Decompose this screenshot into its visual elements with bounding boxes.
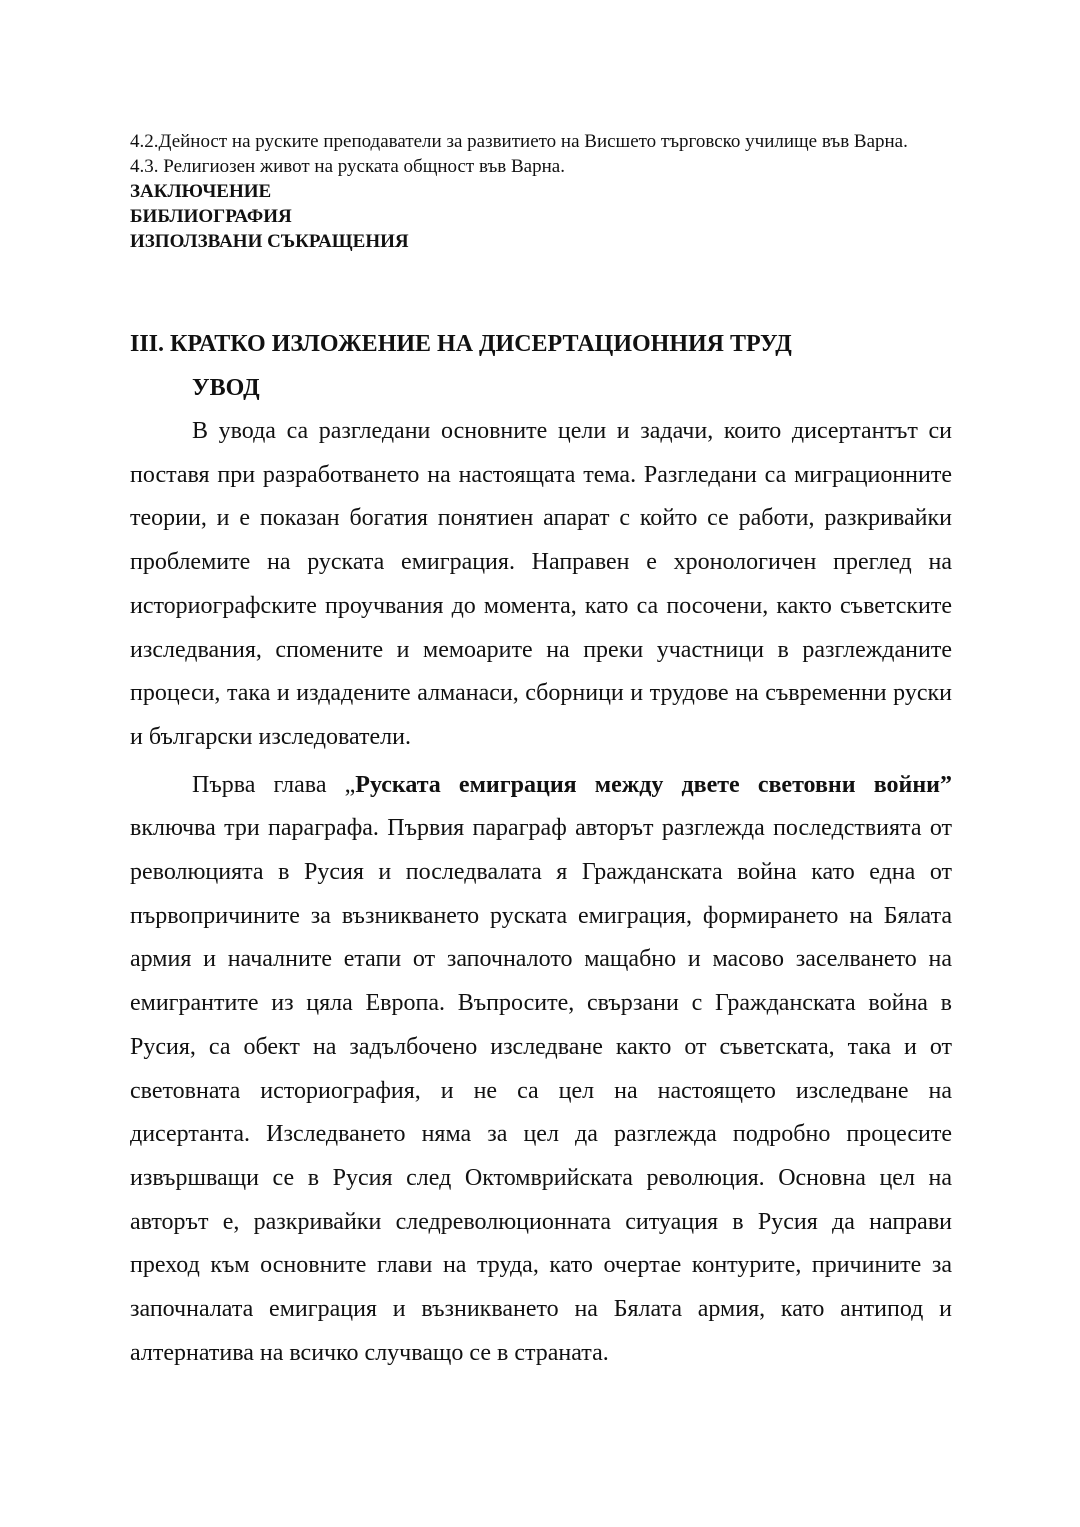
intro-paragraph: В увода са разгледани основните цели и задачи, които дисертантът си поставя при разработването на настоящата тема. Разгледани са миграционните теории, и е показан богатия понятиен апарат с който се работи, разкривайки проблемите на руската емиграция. Направен е хронологичен преглед на историографските проучвания до момента, като са посочени, както съветските изследвания, спомените и мемоарите на преки участници в разглежданите процеси, така и издадените алманаси, сборници и трудове на съвременни руски и български изследователи. xyxy=(130,418,952,750)
chapter-description: включва три параграфа. Първия параграф авторът разглежда последствията от революцията в Русия и последвалата я Гражданската война като една от първопричините за възникването руската емиграция, формирането на Бялата армия и началните етапи от започналото мащабно и масово заселването на емигрантите из цяла Европа. Въпросите, свързани с Гражданската война в Русия, са обект на задълбочено изследване както от съветската, така и от световната историография, и не са цел на настоящето изследване на дисертанта. Изследването няма за цел да разглежда подробно процесите извършващи се в Русия след Октомврийската революция. Основна цел на авторът е, разкривайки следреволюционната ситуация в Русия да направи преход към основните глави на труда, като очертае контурите, причините за започналата емиграция и възникването на Бялата армия, като антипод и алтернатива на всичко случващо се в страната. xyxy=(130,815,952,1366)
chapter-title: Руската емиграция между двете световни войни” xyxy=(355,771,952,798)
toc-entry-conclusion: ЗАКЛЮЧЕНИЕ xyxy=(130,181,272,202)
toc-entry-4-3: 4.3. Религиозен живот на руската общност във Варна. xyxy=(130,156,565,177)
body-text xyxy=(130,410,952,1379)
subsection-title: УВОД xyxy=(192,375,260,401)
chapter-one-paragraph xyxy=(130,764,952,1376)
chapter-prefix: Първа глава „ xyxy=(192,771,356,798)
toc-entry-abbreviations: ИЗПОЛЗВАНИ СЪКРАЩЕНИЯ xyxy=(130,231,409,252)
section-title: III. КРАТКО ИЗЛОЖЕНИЕ НА ДИСЕРТАЦИОННИЯ ТРУД xyxy=(130,331,792,357)
toc-entry-4-2: 4.2.Дейност на руските преподаватели за развитието на Висшето търговско училище във Варна. xyxy=(130,131,908,152)
toc-entry-bibliography: БИБЛИОГРАФИЯ xyxy=(130,206,292,227)
table-of-contents xyxy=(130,129,950,254)
